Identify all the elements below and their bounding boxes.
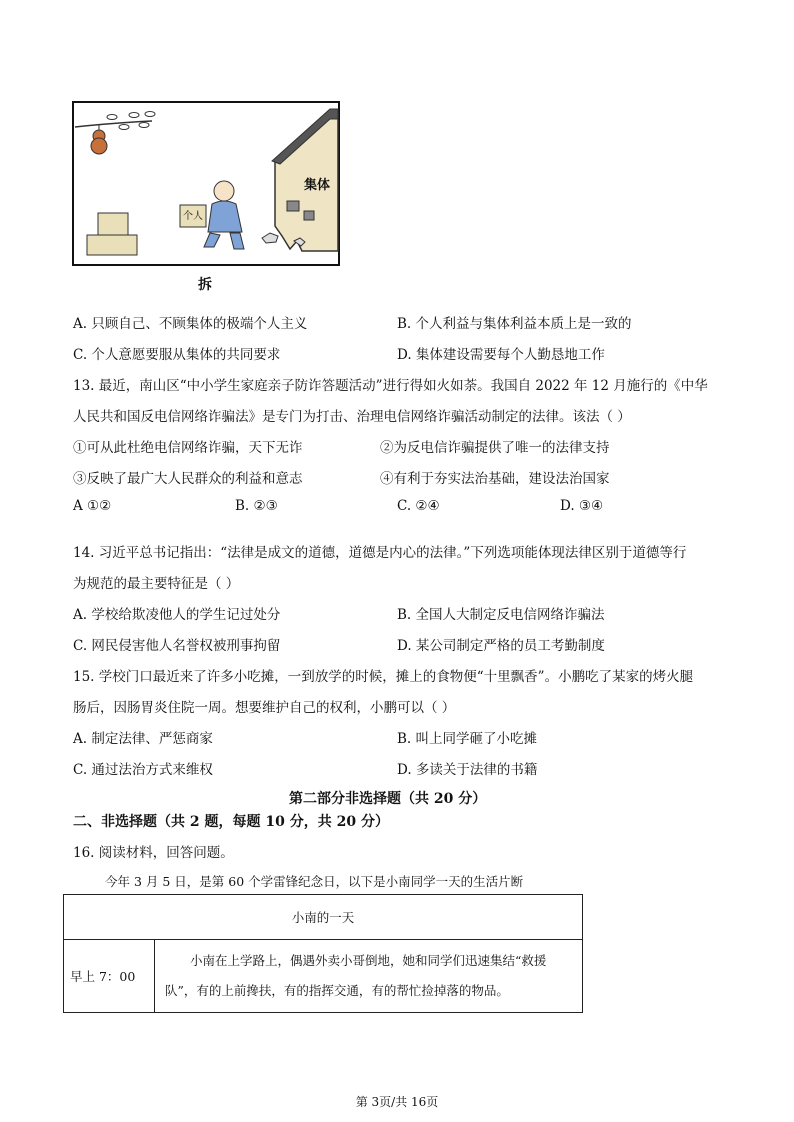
q12-option-d: D. 集体建设需要每个人勤恳地工作 — [397, 347, 605, 363]
q15-option-c: C. 通过法治方式来维权 — [73, 762, 213, 778]
box-label: 个人 — [183, 211, 203, 222]
q12-option-b: B. 个人利益与集体利益本质上是一致的 — [397, 316, 632, 332]
q14-stem-line2: 为规范的最主要特征是（ ） — [73, 576, 240, 592]
table-title: 小南的一天 — [64, 895, 583, 940]
q13-option-d: D. ③④ — [560, 498, 604, 514]
q13-statement-3: ③反映了最广大人民群众的利益和意志 — [73, 471, 303, 487]
q15-stem-line2: 肠后，因肠胃炎住院一周。想要维护自己的权利，小鹏可以（ ） — [73, 700, 456, 716]
building-label: 集体 — [304, 178, 331, 193]
q15-option-a: A. 制定法律、严惩商家 — [73, 731, 213, 747]
part2-title: 第二部分非选择题（共 20 分） — [289, 791, 487, 807]
description-cell: 小南在上学路上，偶遇外卖小哥倒地，她和同学们迅速集结“救援队”，有的上前搀扶，有的指挥交通，有的帮忙捡掉落的物品。 — [155, 940, 583, 1013]
cartoon-illustration — [72, 101, 340, 266]
section2-title: 二、非选择题（共 2 题，每题 10 分，共 20 分） — [73, 814, 389, 830]
q13-statement-4: ④有利于夯实法治基础，建设法治国家 — [380, 471, 610, 487]
q12-option-a: A. 只顾自己、不顾集体的极端个人主义 — [73, 316, 308, 332]
q14-option-a: A. 学校给欺凌他人的学生记过处分 — [73, 607, 281, 623]
q15-option-b: B. 叫上同学砸了小吃摊 — [397, 731, 538, 747]
daily-record-table — [63, 894, 583, 1013]
q16-stem: 16. 阅读材料，回答问题。 — [73, 845, 234, 861]
q12-option-c: C. 个人意愿要服从集体的共同要求 — [73, 347, 281, 363]
q13-option-a: A ①② — [73, 498, 112, 514]
q13-stem-line2: 人民共和国反电信网络诈骗法》是专门为打击、治理电信网络诈骗活动制定的法律。该法（ ） — [73, 409, 631, 425]
q15-stem-line1: 15. 学校门口最近来了许多小吃摊，一到放学的时候，摊上的食物便“十里飘香”。小鹏吃了某家的烤火腿 — [73, 669, 694, 685]
q13-option-c: C. ②④ — [397, 498, 440, 514]
page-footer: 第 3页/共 16页 — [355, 1095, 439, 1109]
cartoon-caption: 拆 — [198, 277, 212, 293]
q13-stem-line1: 13. 最近，南山区“中小学生家庭亲子防诈答题活动”进行得如火如荼。我国自 2022 年 12 月施行的《中华 — [73, 378, 708, 394]
q13-statement-1: ①可从此杜绝电信网络诈骗，天下无诈 — [73, 440, 303, 456]
q14-option-b: B. 全国人大制定反电信网络诈骗法 — [397, 607, 605, 623]
time-cell: 早上 7：00 — [64, 940, 155, 1013]
q13-option-b: B. ②③ — [235, 498, 278, 514]
q13-statement-2: ②为反电信诈骗提供了唯一的法律支持 — [380, 440, 610, 456]
q14-option-d: D. 某公司制定严格的员工考勤制度 — [397, 638, 605, 654]
q14-option-c: C. 网民侵害他人名誉权被刑事拘留 — [73, 638, 281, 654]
q15-option-d: D. 多读关于法律的书籍 — [397, 762, 538, 778]
q16-intro: 今年 3 月 5 日，是第 60 个学雷锋纪念日，以下是小南同学一天的生活片断 — [105, 874, 524, 889]
q14-stem-line1: 14. 习近平总书记指出：“法律是成文的道德，道德是内心的法律。”下列选项能体现法律区别于道德等行 — [73, 545, 687, 561]
